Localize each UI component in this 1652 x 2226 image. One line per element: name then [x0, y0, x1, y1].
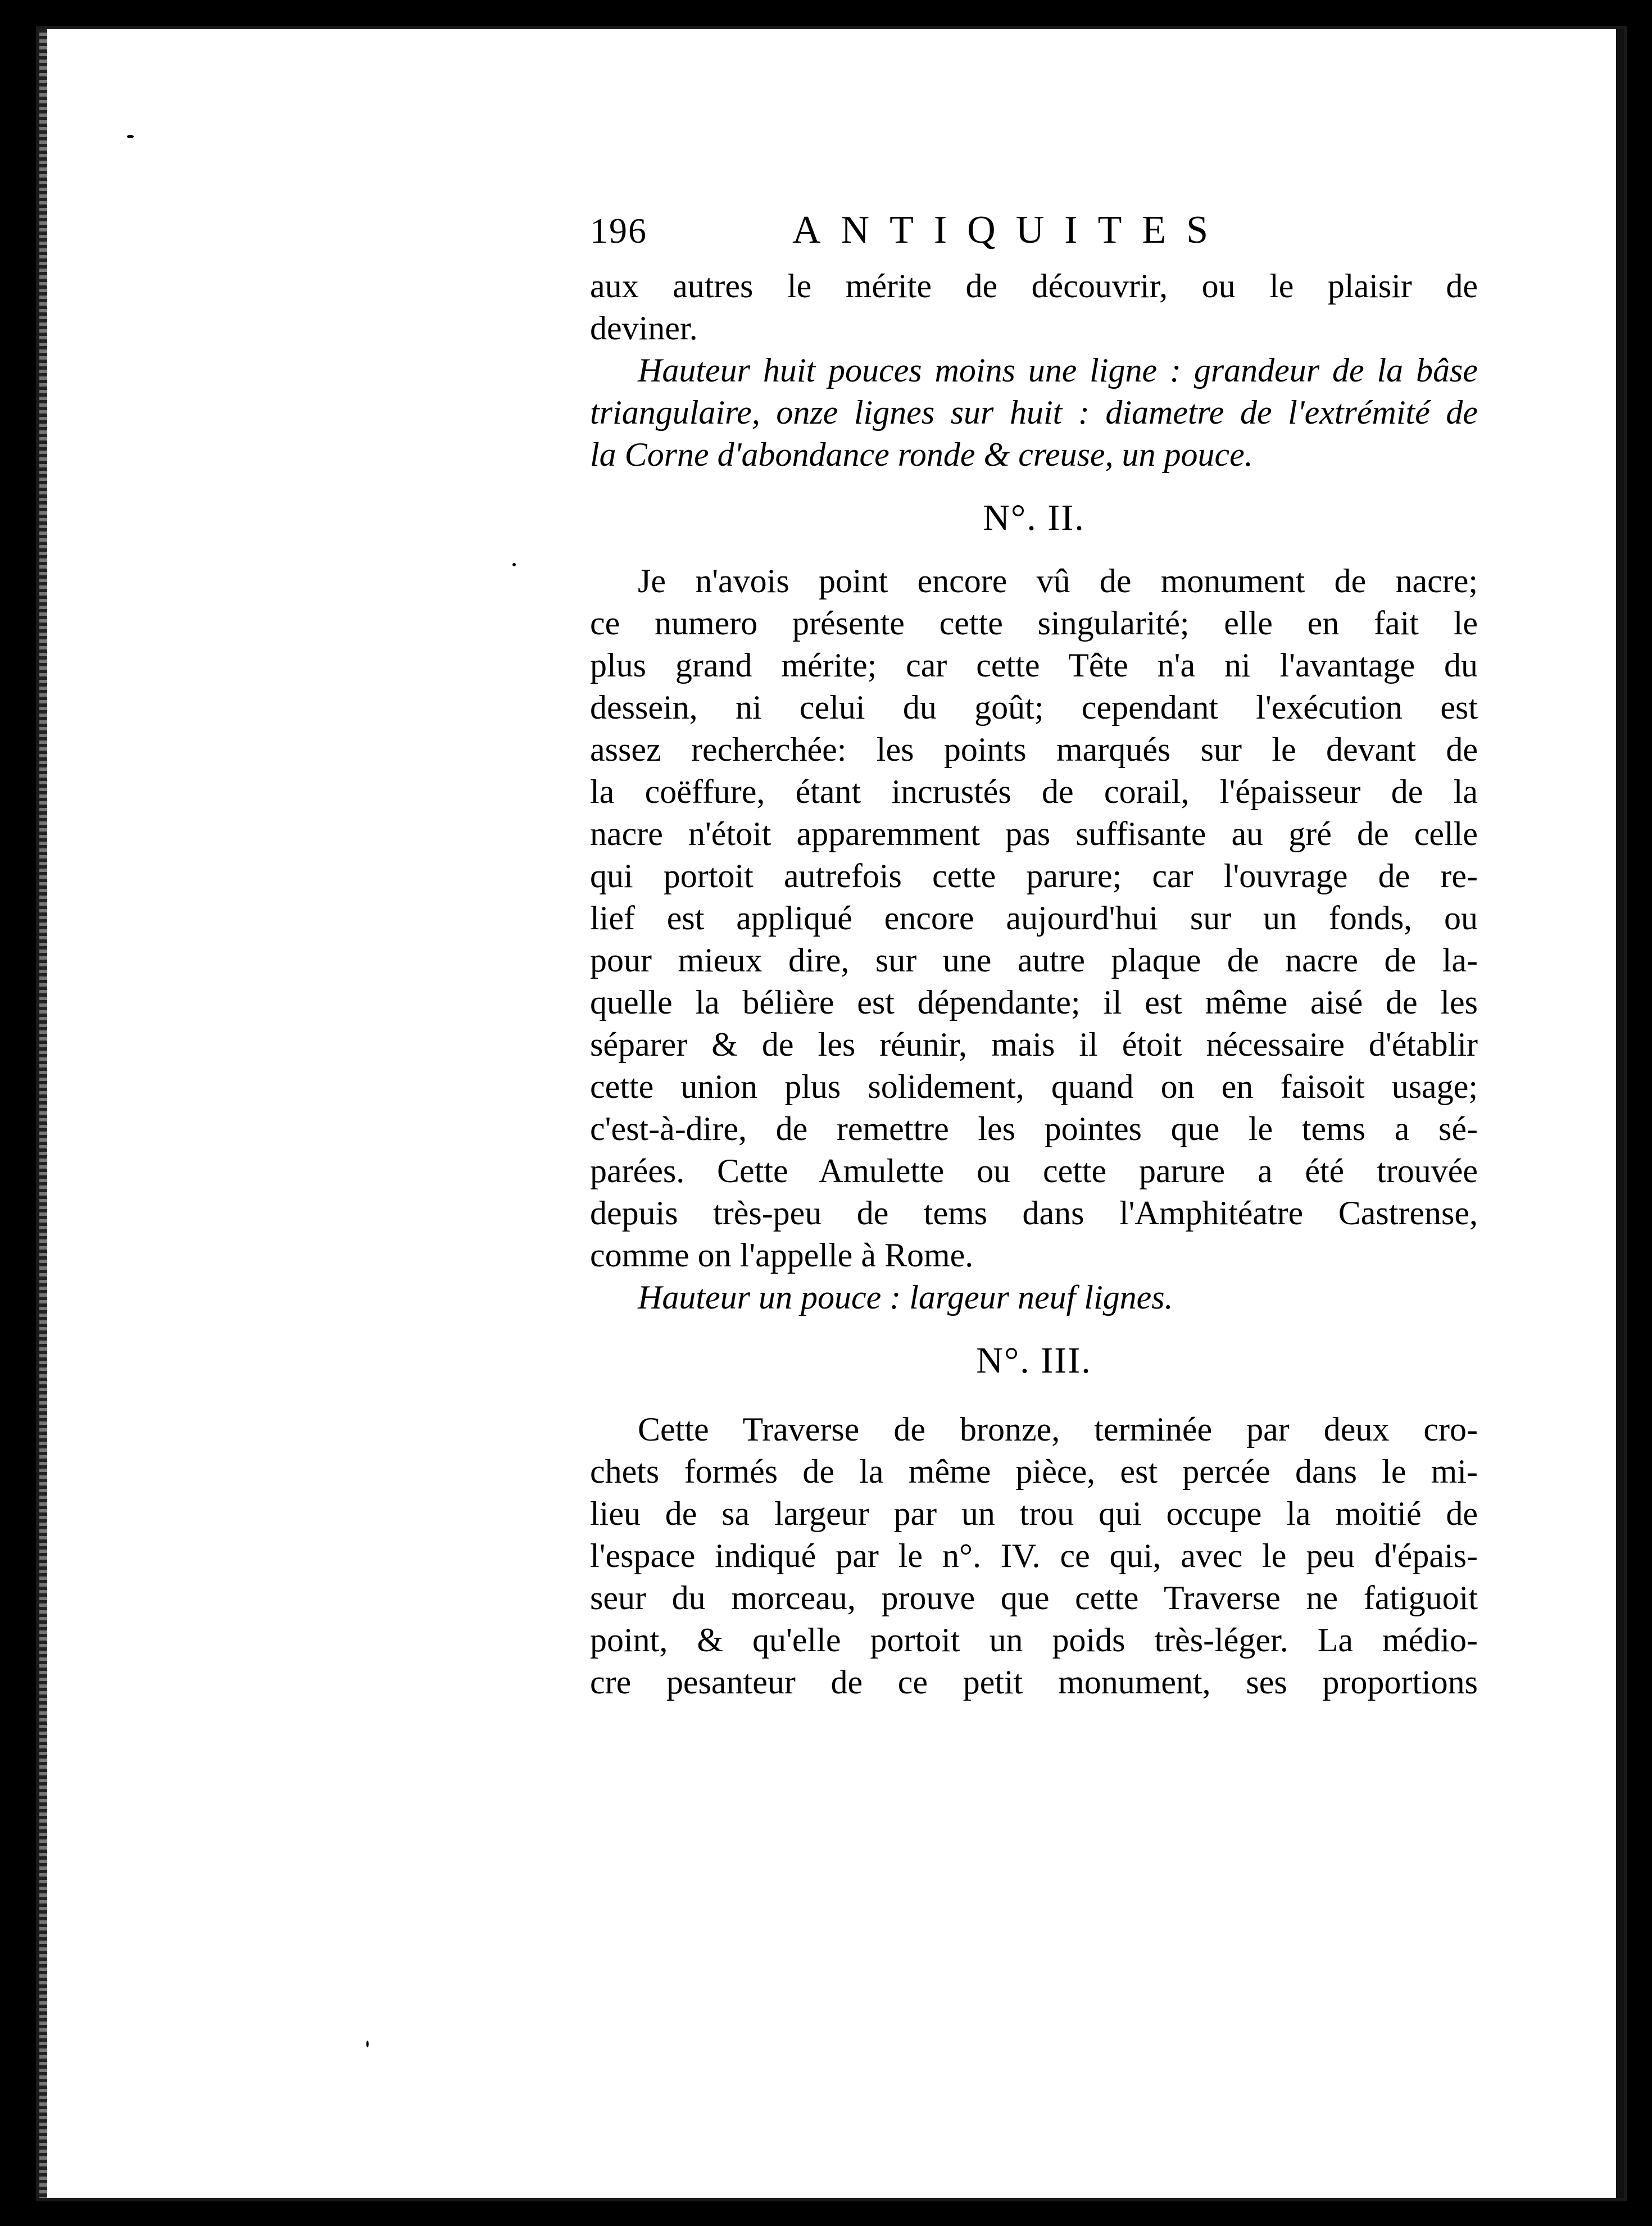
text-line: ce numero présente cette singularité; elle en fait le	[590, 605, 1478, 642]
paragraph-II	[590, 560, 1478, 1276]
ink-speck	[127, 135, 134, 138]
running-title: ANTIQUITES	[792, 208, 1229, 252]
text-line: chets formés de la même pièce, est percée dans le mi-	[590, 1453, 1478, 1490]
text-line: lief est appliqué encore aujourd'hui sur un fonds, ou	[590, 900, 1478, 937]
text-line: quelle la bélière est dépendante; il est même aisé de les	[590, 984, 1478, 1021]
text-line: l'espace indiqué par le n°. IV. ce qui, avec le peu d'épais-	[590, 1537, 1478, 1574]
page-text	[590, 209, 1478, 1703]
text-line: dessein, ni celui du goût; cependant l'exécution est	[590, 689, 1478, 726]
text-line: triangulaire, onze lignes sur huit : diametre de l'extrémité de	[590, 394, 1478, 431]
text-line: Cette Traverse de bronze, terminée par deux cro-	[638, 1411, 1478, 1448]
text-line: Je n'avois point encore vû de monument de nacre;	[638, 562, 1478, 599]
text-line: nacre n'étoit apparemment pas suffisante au gré de celle	[590, 815, 1478, 852]
text-line: comme on l'appelle à Rome.	[590, 1237, 974, 1274]
paragraph-continuation	[590, 265, 1478, 349]
text-line: assez recherchée: les points marqués sur le devant de	[590, 731, 1478, 768]
text-line: deviner.	[590, 310, 698, 347]
paragraph-III	[590, 1409, 1478, 1703]
text-line: la Corne d'abondance ronde & creuse, un pouce.	[590, 436, 1253, 473]
text-line: la coëffure, étant incrustés de corail, l'épaisseur de la	[590, 773, 1478, 810]
dimensions-note-1	[590, 349, 1478, 476]
text-line: lieu de sa largeur par un trou qui occupe la moitié de	[590, 1495, 1478, 1532]
text-line: depuis très-peu de tems dans l'Amphitéatre Castrense,	[590, 1194, 1478, 1232]
page-number: 196	[590, 211, 647, 251]
page-right-edge	[1616, 29, 1624, 2198]
text-line: parées. Cette Amulette ou cette parure a été trouvée	[590, 1152, 1478, 1189]
dimensions-note-2	[590, 1276, 1478, 1319]
text-line: plus grand mérite; car cette Tête n'a ni l'avantage du	[590, 647, 1478, 684]
section-heading-II: N°. II.	[983, 497, 1085, 538]
text-line: seur du morceau, prouve que cette Traverse ne fatiguoit	[590, 1579, 1478, 1616]
text-line: c'est-à-dire, de remettre les pointes que le tems a sé-	[590, 1110, 1478, 1147]
page-left-edge	[39, 29, 47, 2198]
section-heading-III: N°. III.	[976, 1340, 1092, 1381]
text-line: cette union plus solidement, quand on en faisoit usage;	[590, 1068, 1478, 1105]
text-line: pour mieux dire, sur une autre plaque de nacre de la-	[590, 942, 1478, 979]
ink-speck	[512, 563, 516, 566]
text-line: cre pesanteur de ce petit monument, ses proportions	[590, 1664, 1478, 1701]
text-line: séparer & de les réunir, mais il étoit nécessaire d'établir	[590, 1026, 1478, 1063]
text-line: aux autres le mérite de découvrir, ou le plaisir de	[590, 267, 1478, 305]
text-line: qui portoit autrefois cette parure; car l'ouvrage de re-	[590, 857, 1478, 894]
text-line: Hauteur huit pouces moins une ligne : grandeur de la bâse	[638, 352, 1478, 389]
running-head	[590, 209, 1478, 265]
text-line: Hauteur un pouce : largeur neuf lignes.	[638, 1279, 1173, 1316]
ink-speck	[366, 2041, 369, 2047]
text-line: point, & qu'elle portoit un poids très-léger. La médio-	[590, 1621, 1478, 1659]
